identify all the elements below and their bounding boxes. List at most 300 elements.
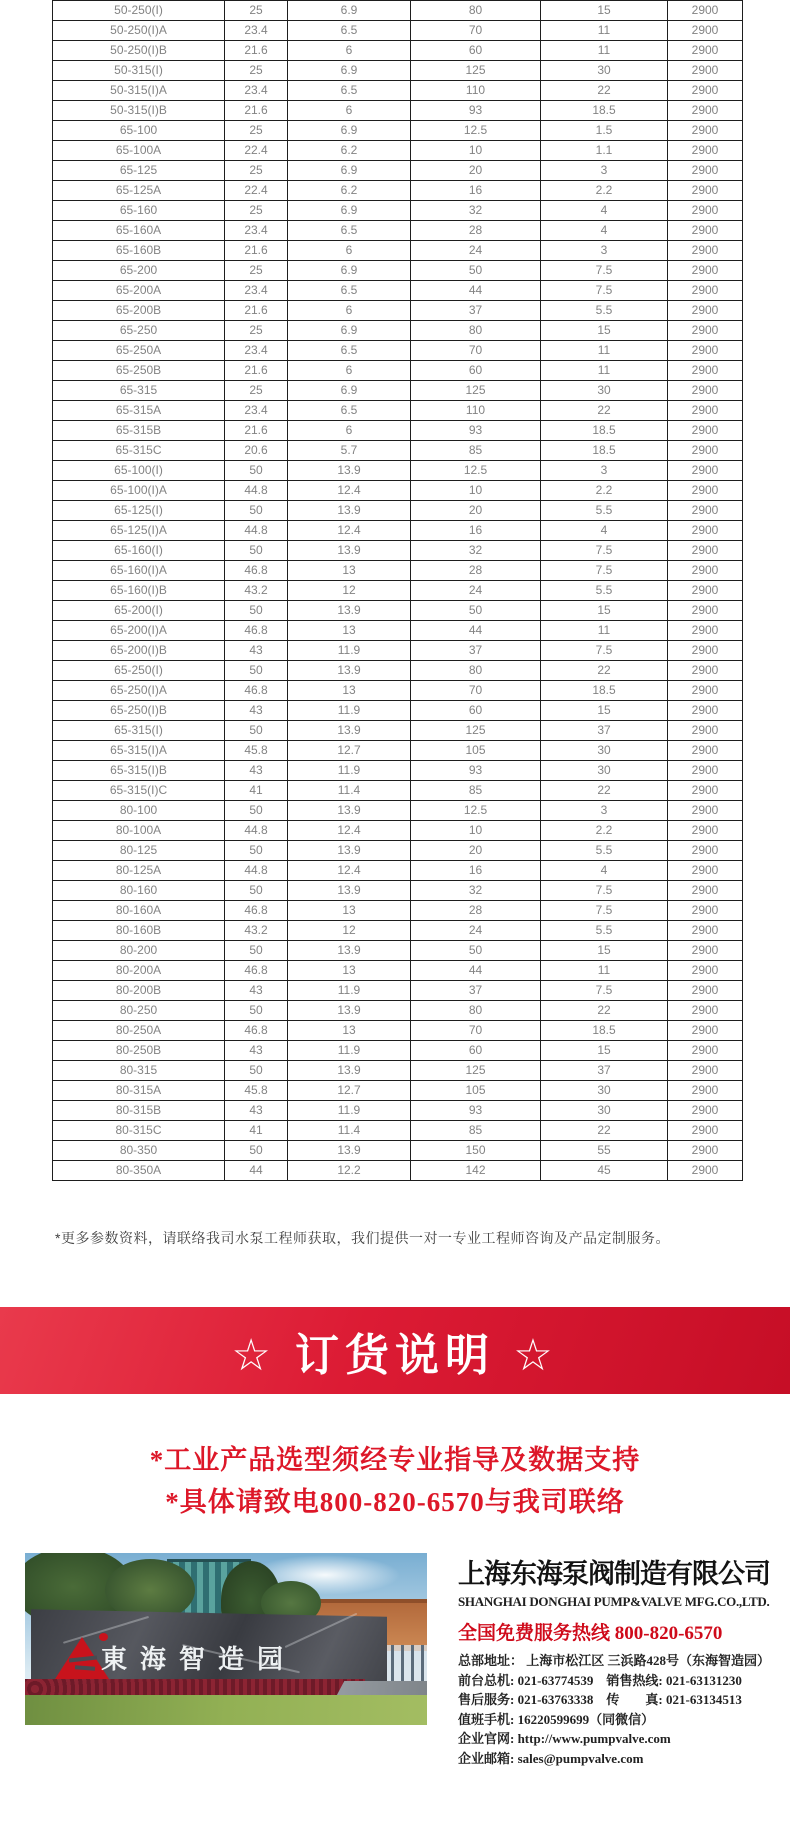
table-row	[53, 281, 743, 301]
value-cell: 7.5	[541, 541, 668, 561]
value-cell: 80	[411, 321, 541, 341]
value-cell: 44	[225, 1161, 288, 1181]
contact-website: 企业官网: http://www.pumpvalve.com	[458, 1731, 671, 1746]
value-cell: 41	[225, 781, 288, 801]
value-cell: 46.8	[225, 901, 288, 921]
model-cell: 65-100(I)A	[53, 481, 225, 501]
value-cell: 60	[411, 361, 541, 381]
value-cell: 70	[411, 1021, 541, 1041]
value-cell: 20.6	[225, 441, 288, 461]
value-cell: 2900	[668, 761, 743, 781]
value-cell: 25	[225, 261, 288, 281]
value-cell: 13	[288, 961, 411, 981]
value-cell: 3	[541, 801, 668, 821]
value-cell: 50	[225, 881, 288, 901]
table-row	[53, 641, 743, 661]
value-cell: 13.9	[288, 1001, 411, 1021]
value-cell: 11.9	[288, 761, 411, 781]
value-cell: 2900	[668, 41, 743, 61]
value-cell: 2900	[668, 161, 743, 181]
table-row	[53, 221, 743, 241]
value-cell: 6.5	[288, 281, 411, 301]
value-cell: 2900	[668, 841, 743, 861]
value-cell: 6	[288, 41, 411, 61]
model-cell: 80-350A	[53, 1161, 225, 1181]
value-cell: 2.2	[541, 181, 668, 201]
value-cell: 110	[411, 81, 541, 101]
value-cell: 2900	[668, 1081, 743, 1101]
contact-phones-2: 售后服务: 021-63763338 传 真: 021-63134513	[458, 1692, 742, 1707]
model-cell: 65-200	[53, 261, 225, 281]
value-cell: 46.8	[225, 621, 288, 641]
value-cell: 6.9	[288, 61, 411, 81]
value-cell: 105	[411, 1081, 541, 1101]
value-cell: 43	[225, 641, 288, 661]
value-cell: 23.4	[225, 221, 288, 241]
model-cell: 80-315C	[53, 1121, 225, 1141]
value-cell: 6	[288, 101, 411, 121]
model-cell: 65-200A	[53, 281, 225, 301]
value-cell: 2900	[668, 681, 743, 701]
value-cell: 2900	[668, 261, 743, 281]
value-cell: 12.4	[288, 861, 411, 881]
value-cell: 12.4	[288, 481, 411, 501]
table-row	[53, 421, 743, 441]
table-row	[53, 81, 743, 101]
table-row	[53, 481, 743, 501]
value-cell: 70	[411, 21, 541, 41]
value-cell: 46.8	[225, 681, 288, 701]
value-cell: 2900	[668, 661, 743, 681]
value-cell: 18.5	[541, 681, 668, 701]
value-cell: 7.5	[541, 901, 668, 921]
model-cell: 65-125(I)	[53, 501, 225, 521]
model-cell: 65-315(I)	[53, 721, 225, 741]
value-cell: 25	[225, 321, 288, 341]
value-cell: 44.8	[225, 521, 288, 541]
value-cell: 85	[411, 1121, 541, 1141]
value-cell: 10	[411, 481, 541, 501]
value-cell: 2900	[668, 1001, 743, 1021]
value-cell: 3	[541, 161, 668, 181]
value-cell: 13.9	[288, 841, 411, 861]
value-cell: 80	[411, 661, 541, 681]
value-cell: 2900	[668, 881, 743, 901]
value-cell: 55	[541, 1141, 668, 1161]
table-row	[53, 181, 743, 201]
table-row	[53, 501, 743, 521]
value-cell: 6.9	[288, 261, 411, 281]
company-name: 上海东海泵阀制造有限公司	[458, 1559, 770, 1589]
value-cell: 30	[541, 761, 668, 781]
value-cell: 32	[411, 541, 541, 561]
value-cell: 2900	[668, 1101, 743, 1121]
value-cell: 5.5	[541, 301, 668, 321]
value-cell: 2900	[668, 721, 743, 741]
table-row	[53, 981, 743, 1001]
value-cell: 5.7	[288, 441, 411, 461]
table-row	[53, 861, 743, 881]
value-cell: 11	[541, 361, 668, 381]
value-cell: 2900	[668, 581, 743, 601]
value-cell: 45.8	[225, 1081, 288, 1101]
model-cell: 65-200B	[53, 301, 225, 321]
value-cell: 6.2	[288, 141, 411, 161]
value-cell: 2900	[668, 861, 743, 881]
value-cell: 6	[288, 241, 411, 261]
table-row	[53, 701, 743, 721]
value-cell: 37	[411, 641, 541, 661]
value-cell: 7.5	[541, 981, 668, 1001]
value-cell: 2900	[668, 101, 743, 121]
value-cell: 13	[288, 901, 411, 921]
value-cell: 60	[411, 41, 541, 61]
value-cell: 23.4	[225, 401, 288, 421]
value-cell: 6	[288, 361, 411, 381]
value-cell: 2900	[668, 361, 743, 381]
table-row	[53, 921, 743, 941]
table-row	[53, 1041, 743, 1061]
value-cell: 45.8	[225, 741, 288, 761]
model-cell: 80-200B	[53, 981, 225, 1001]
table-row	[53, 241, 743, 261]
value-cell: 2900	[668, 401, 743, 421]
model-cell: 80-100A	[53, 821, 225, 841]
value-cell: 12.4	[288, 821, 411, 841]
value-cell: 32	[411, 201, 541, 221]
value-cell: 93	[411, 101, 541, 121]
value-cell: 125	[411, 61, 541, 81]
model-cell: 80-315B	[53, 1101, 225, 1121]
value-cell: 32	[411, 881, 541, 901]
table-row	[53, 381, 743, 401]
value-cell: 50	[225, 461, 288, 481]
value-cell: 21.6	[225, 241, 288, 261]
value-cell: 6.5	[288, 221, 411, 241]
value-cell: 12.5	[411, 461, 541, 481]
table-row	[53, 821, 743, 841]
value-cell: 2900	[668, 21, 743, 41]
table-row	[53, 521, 743, 541]
value-cell: 43	[225, 981, 288, 1001]
value-cell: 37	[411, 301, 541, 321]
value-cell: 3	[541, 241, 668, 261]
value-cell: 6.5	[288, 401, 411, 421]
value-cell: 6.5	[288, 21, 411, 41]
value-cell: 25	[225, 1, 288, 21]
value-cell: 21.6	[225, 361, 288, 381]
model-cell: 50-315(I)	[53, 61, 225, 81]
table-row	[53, 1141, 743, 1161]
table-row	[53, 721, 743, 741]
value-cell: 28	[411, 901, 541, 921]
value-cell: 5.5	[541, 841, 668, 861]
value-cell: 2900	[668, 341, 743, 361]
table-row	[53, 1101, 743, 1121]
value-cell: 50	[225, 661, 288, 681]
value-cell: 13.9	[288, 661, 411, 681]
hotline-number: 800-820-6570	[614, 1623, 723, 1644]
value-cell: 13.9	[288, 941, 411, 961]
value-cell: 11	[541, 41, 668, 61]
table-row	[53, 321, 743, 341]
value-cell: 13.9	[288, 881, 411, 901]
value-cell: 28	[411, 221, 541, 241]
value-cell: 80	[411, 1, 541, 21]
table-row	[53, 301, 743, 321]
value-cell: 22	[541, 1121, 668, 1141]
value-cell: 46.8	[225, 1021, 288, 1041]
value-cell: 22	[541, 1001, 668, 1021]
value-cell: 15	[541, 601, 668, 621]
model-cell: 65-315A	[53, 401, 225, 421]
value-cell: 21.6	[225, 41, 288, 61]
value-cell: 2900	[668, 61, 743, 81]
value-cell: 2900	[668, 1041, 743, 1061]
value-cell: 85	[411, 441, 541, 461]
table-row	[53, 901, 743, 921]
value-cell: 93	[411, 421, 541, 441]
value-cell: 13.9	[288, 721, 411, 741]
value-cell: 37	[541, 721, 668, 741]
table-row	[53, 661, 743, 681]
model-cell: 65-200(I)B	[53, 641, 225, 661]
value-cell: 30	[541, 381, 668, 401]
value-cell: 41	[225, 1121, 288, 1141]
value-cell: 22	[541, 781, 668, 801]
value-cell: 2900	[668, 541, 743, 561]
value-cell: 5.5	[541, 921, 668, 941]
value-cell: 2900	[668, 201, 743, 221]
value-cell: 16	[411, 181, 541, 201]
table-row	[53, 1081, 743, 1101]
value-cell: 3	[541, 461, 668, 481]
stone-sign-text: 東海智造园	[101, 1644, 297, 1674]
model-cell: 50-250(I)	[53, 1, 225, 21]
value-cell: 23.4	[225, 281, 288, 301]
value-cell: 15	[541, 1, 668, 21]
table-row	[53, 261, 743, 281]
pump-spec-table	[52, 0, 743, 1181]
value-cell: 70	[411, 681, 541, 701]
value-cell: 13.9	[288, 501, 411, 521]
table-row	[53, 201, 743, 221]
value-cell: 13.9	[288, 1141, 411, 1161]
value-cell: 2900	[668, 1061, 743, 1081]
value-cell: 11.9	[288, 641, 411, 661]
value-cell: 6.9	[288, 201, 411, 221]
table-row	[53, 1061, 743, 1081]
value-cell: 30	[541, 61, 668, 81]
value-cell: 30	[541, 741, 668, 761]
table-row	[53, 401, 743, 421]
table-row	[53, 61, 743, 81]
value-cell: 45	[541, 1161, 668, 1181]
table-row	[53, 961, 743, 981]
value-cell: 12.5	[411, 801, 541, 821]
table-row	[53, 1121, 743, 1141]
model-cell: 80-160B	[53, 921, 225, 941]
value-cell: 2900	[668, 81, 743, 101]
order-note-2: *具体请致电800-820-6570与我司联络	[165, 1487, 625, 1517]
value-cell: 18.5	[541, 1021, 668, 1041]
model-cell: 80-315A	[53, 1081, 225, 1101]
value-cell: 20	[411, 501, 541, 521]
value-cell: 7.5	[541, 881, 668, 901]
value-cell: 44.8	[225, 861, 288, 881]
value-cell: 30	[541, 1081, 668, 1101]
value-cell: 50	[225, 801, 288, 821]
value-cell: 44	[411, 281, 541, 301]
value-cell: 2900	[668, 461, 743, 481]
value-cell: 11	[541, 341, 668, 361]
model-cell: 80-125	[53, 841, 225, 861]
value-cell: 2900	[668, 381, 743, 401]
value-cell: 23.4	[225, 21, 288, 41]
model-cell: 65-250	[53, 321, 225, 341]
model-cell: 80-250B	[53, 1041, 225, 1061]
table-row	[53, 681, 743, 701]
value-cell: 21.6	[225, 421, 288, 441]
value-cell: 50	[411, 261, 541, 281]
contact-mobile: 值班手机: 16220599699（同微信）	[458, 1711, 655, 1727]
value-cell: 4	[541, 521, 668, 541]
value-cell: 12.7	[288, 741, 411, 761]
spec-table-body	[53, 1, 743, 1181]
value-cell: 25	[225, 201, 288, 221]
model-cell: 65-315(I)C	[53, 781, 225, 801]
service-hotline	[458, 1618, 790, 1645]
value-cell: 11.9	[288, 1101, 411, 1121]
value-cell: 6.9	[288, 1, 411, 21]
value-cell: 13.9	[288, 541, 411, 561]
value-cell: 7.5	[541, 281, 668, 301]
table-row	[53, 121, 743, 141]
model-cell: 80-160	[53, 881, 225, 901]
value-cell: 2900	[668, 301, 743, 321]
table-row	[53, 361, 743, 381]
value-cell: 50	[225, 1001, 288, 1021]
model-cell: 65-160(I)	[53, 541, 225, 561]
table-row	[53, 441, 743, 461]
model-cell: 50-315(I)B	[53, 101, 225, 121]
value-cell: 22.4	[225, 141, 288, 161]
value-cell: 13.9	[288, 801, 411, 821]
value-cell: 24	[411, 241, 541, 261]
table-row	[53, 1001, 743, 1021]
table-row	[53, 621, 743, 641]
value-cell: 85	[411, 781, 541, 801]
value-cell: 12.5	[411, 121, 541, 141]
model-cell: 80-250	[53, 1001, 225, 1021]
model-cell: 65-100A	[53, 141, 225, 161]
value-cell: 110	[411, 401, 541, 421]
value-cell: 43	[225, 1041, 288, 1061]
value-cell: 23.4	[225, 81, 288, 101]
value-cell: 11.9	[288, 1041, 411, 1061]
value-cell: 2900	[668, 641, 743, 661]
value-cell: 2900	[668, 621, 743, 641]
value-cell: 50	[225, 721, 288, 741]
value-cell: 11.4	[288, 1121, 411, 1141]
value-cell: 2900	[668, 941, 743, 961]
value-cell: 44	[411, 961, 541, 981]
value-cell: 2900	[668, 981, 743, 1001]
value-cell: 13.9	[288, 601, 411, 621]
value-cell: 2900	[668, 321, 743, 341]
value-cell: 60	[411, 1041, 541, 1061]
pump-spec-table-section	[52, 0, 742, 1181]
model-cell: 65-250(I)	[53, 661, 225, 681]
value-cell: 2900	[668, 521, 743, 541]
value-cell: 2900	[668, 921, 743, 941]
model-cell: 65-200(I)	[53, 601, 225, 621]
contact-phones-1: 前台总机: 021-63774539 销售热线: 021-63131230	[458, 1672, 742, 1688]
value-cell: 50	[225, 1141, 288, 1161]
value-cell: 13.9	[288, 461, 411, 481]
model-cell: 65-100	[53, 121, 225, 141]
value-cell: 11	[541, 621, 668, 641]
value-cell: 21.6	[225, 301, 288, 321]
value-cell: 12.4	[288, 521, 411, 541]
value-cell: 12.2	[288, 1161, 411, 1181]
value-cell: 4	[541, 201, 668, 221]
value-cell: 6.2	[288, 181, 411, 201]
value-cell: 7.5	[541, 561, 668, 581]
order-instructions-banner	[0, 1307, 790, 1394]
model-cell: 65-125	[53, 161, 225, 181]
value-cell: 2900	[668, 221, 743, 241]
value-cell: 44.8	[225, 481, 288, 501]
table-row	[53, 881, 743, 901]
value-cell: 15	[541, 701, 668, 721]
value-cell: 2900	[668, 241, 743, 261]
value-cell: 37	[411, 981, 541, 1001]
table-row	[53, 1, 743, 21]
model-cell: 65-200(I)A	[53, 621, 225, 641]
value-cell: 6.9	[288, 381, 411, 401]
table-row	[53, 461, 743, 481]
value-cell: 43	[225, 701, 288, 721]
table-row	[53, 21, 743, 41]
value-cell: 1.1	[541, 141, 668, 161]
value-cell: 1.5	[541, 121, 668, 141]
table-row	[53, 781, 743, 801]
value-cell: 50	[411, 941, 541, 961]
value-cell: 22	[541, 661, 668, 681]
model-cell: 80-200A	[53, 961, 225, 981]
value-cell: 43	[225, 1101, 288, 1121]
model-cell: 65-100(I)	[53, 461, 225, 481]
model-cell: 65-315	[53, 381, 225, 401]
value-cell: 2900	[668, 561, 743, 581]
table-row	[53, 741, 743, 761]
model-cell: 80-125A	[53, 861, 225, 881]
value-cell: 44.8	[225, 821, 288, 841]
value-cell: 16	[411, 521, 541, 541]
value-cell: 2900	[668, 601, 743, 621]
value-cell: 6.9	[288, 121, 411, 141]
table-row	[53, 601, 743, 621]
value-cell: 105	[411, 741, 541, 761]
value-cell: 12	[288, 921, 411, 941]
value-cell: 2900	[668, 821, 743, 841]
factory-photo	[25, 1553, 427, 1725]
value-cell: 2900	[668, 141, 743, 161]
model-cell: 65-250(I)B	[53, 701, 225, 721]
value-cell: 15	[541, 941, 668, 961]
value-cell: 11	[541, 21, 668, 41]
